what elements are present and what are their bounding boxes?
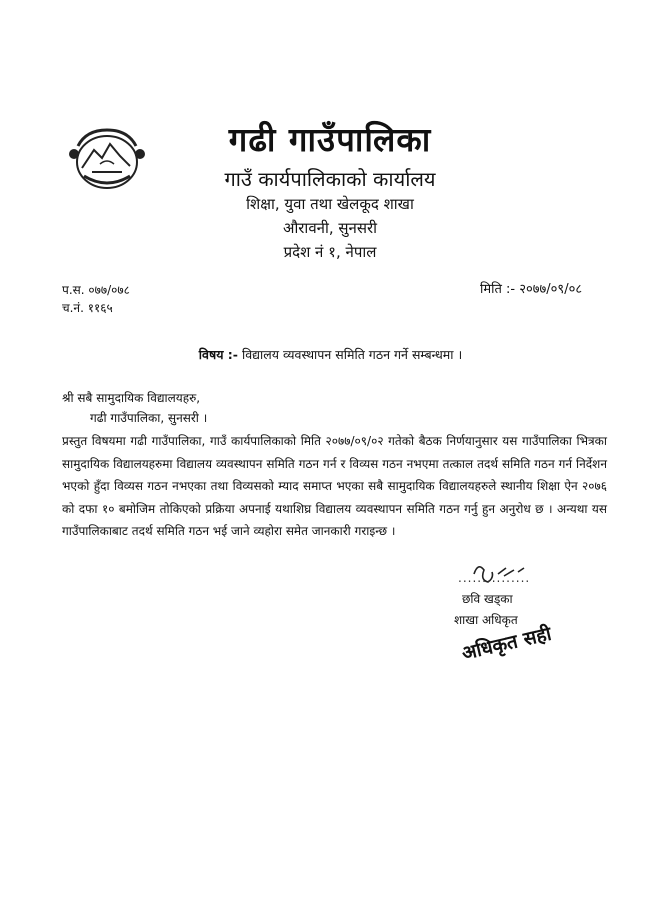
subject-text: विद्यालय व्यवस्थापन समिति गठन गर्ने सम्बन्धमा । bbox=[241, 347, 463, 362]
reference-number: प.स. ०७७/०७८ bbox=[62, 283, 130, 297]
signature-dots: ............... bbox=[458, 571, 531, 585]
office-name: गाउँ कार्यपालिकाको कार्यालय bbox=[224, 167, 436, 191]
authorized-stamp: अधिकृत सही bbox=[459, 622, 554, 665]
addressee-line-1: श्री सबै सामुदायिक विद्यालयहरु, bbox=[62, 391, 201, 405]
subject-label: विषय :- bbox=[198, 347, 238, 362]
letter-date: मिति :- २०७७/०९/०८ bbox=[480, 282, 583, 297]
section-name: शिक्षा, युवा तथा खेलकूद शाखा bbox=[246, 195, 414, 213]
province-line: प्रदेश नं १, नेपाल bbox=[283, 243, 377, 261]
signatory-title: शाखा अधिकृत bbox=[454, 613, 518, 627]
organization-name: गढी गाउँपालिका bbox=[228, 120, 432, 159]
subject-line bbox=[0, 346, 661, 363]
dispatch-number: च.नं. ११६५ bbox=[62, 301, 113, 315]
signatory-name: छवि खड्का bbox=[462, 592, 513, 606]
letter-body: प्रस्तुत विषयमा गढी गाउँपालिका, गाउँ कार्यपालिकाको मिति २०७७/०९/०२ गतेको बैठक निर्णयानुसार यस गाउँपालिका भित्रका सामुदायिक विद्यालयहरुमा विद्यालय व्यवस्थापन समिति गठन गर्न र विव्यस गठन नभएमा तत्काल तदर्थ समिति गठन गर्न निर्देशन भएको हुँदा विव्यस गठन नभएका तथा विव्यसको म्याद समाप्त भएका सबै सामुदायिक विद्यालयहरुले स्थानीय शिक्षा ऐन २०७६ को दफा १० बमोजिम तोकिएको प्रक्रिया अपनाई यथाशिघ्र विद्यालय व्यवस्थापन समिति गठन गर्नु हुन अनुरोध छ । अन्यथा यस गाउँपालिकाबाट तदर्थ समिति गठन भई जाने व्यहोरा समेत जानकारी गराइन्छ । bbox=[62, 434, 607, 538]
addressee-line-2: गढी गाउँपालिका, सुनसरी । bbox=[90, 411, 208, 425]
office-address: औरावनी, सुनसरी bbox=[282, 219, 378, 237]
